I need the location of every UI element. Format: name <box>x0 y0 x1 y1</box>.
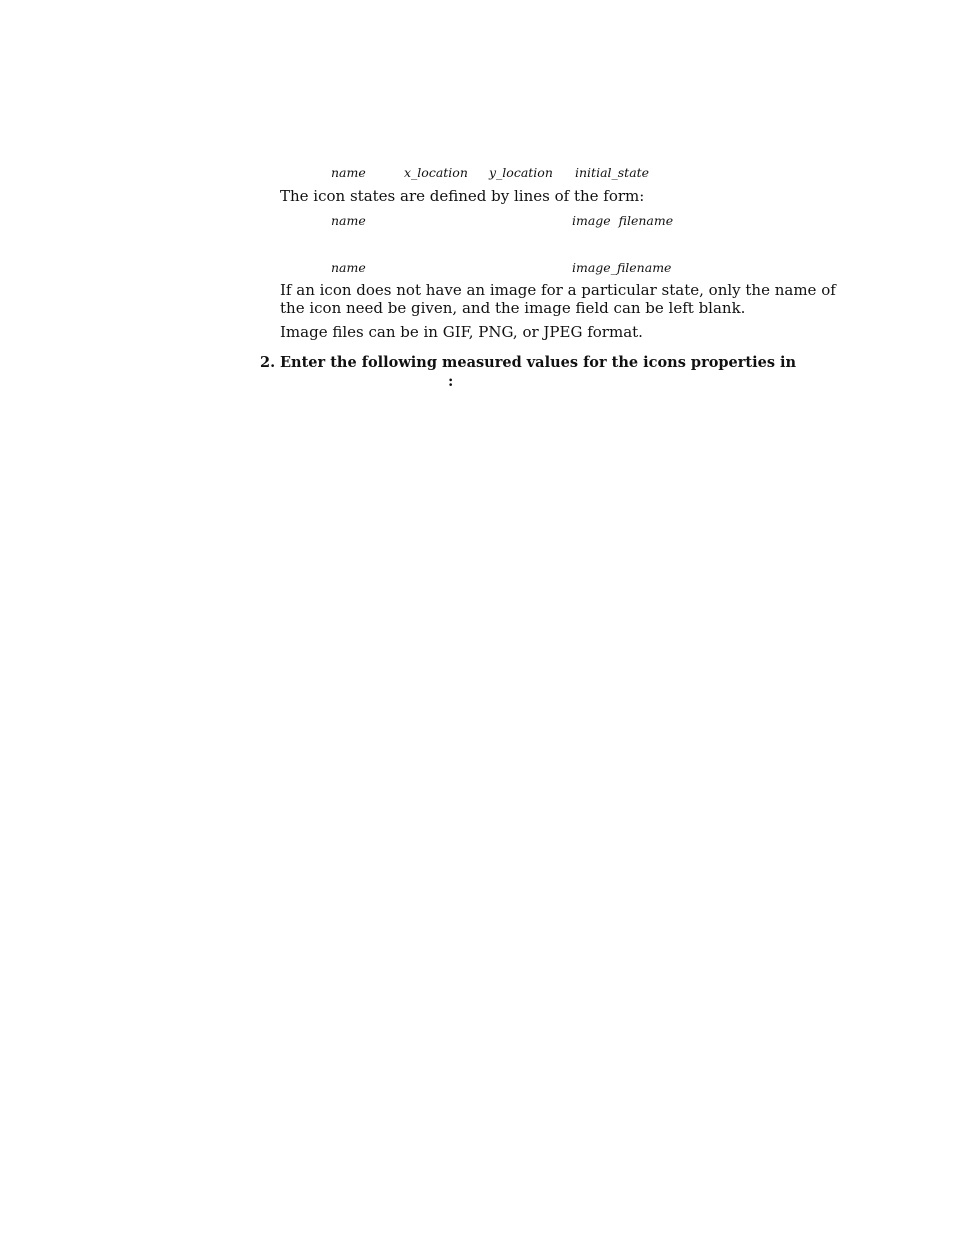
syntax-name-field: name <box>331 165 366 180</box>
syntax-image-filename-field-example: image_filename <box>572 260 672 275</box>
step-number: 2. <box>260 354 276 371</box>
no-image-paragraph: If an icon does not have an image for a particular state, only the name of the icon need be given, and the image field can be left blank. <box>280 281 836 317</box>
syntax-image-filename-field: image filename <box>572 213 674 228</box>
syntax-state-name-field: name <box>331 213 366 228</box>
image-formats-paragraph: Image files can be in GIF, PNG, or JPEG format. <box>280 323 643 341</box>
icon-states-intro: The icon states are defined by lines of the form: <box>280 187 645 205</box>
syntax-y-location-field: y_location <box>489 165 553 180</box>
syntax-initial-state-field: initial_state <box>575 165 650 180</box>
syntax-x-location-field: x_location <box>404 165 468 180</box>
syntax-state-name-field-example: name <box>331 260 366 275</box>
step-2-instruction: Enter the following measured values for the icons properties in <box>280 354 797 371</box>
step-2-continuation: : <box>448 373 454 390</box>
